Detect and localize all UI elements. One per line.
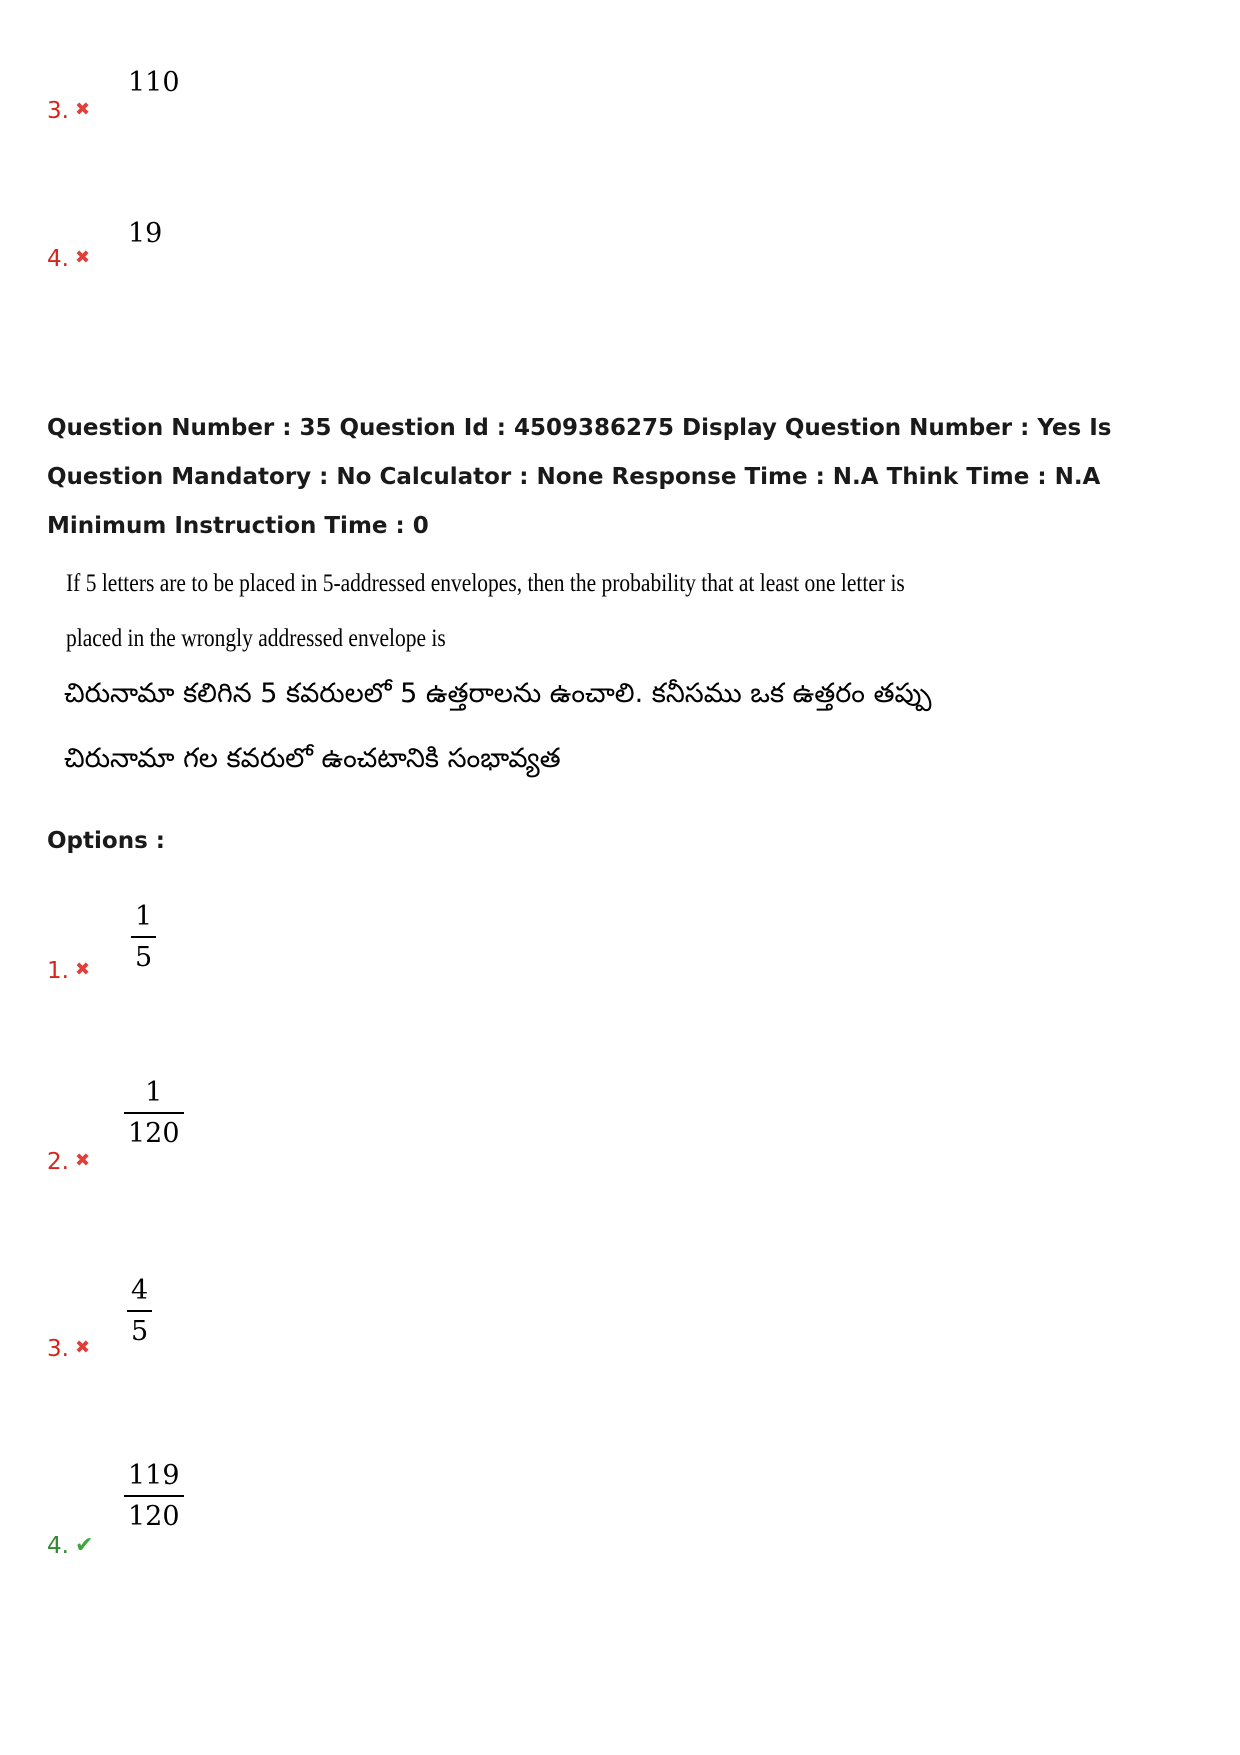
- cross-icon: ✖: [74, 959, 91, 980]
- cross-icon: ✖: [74, 247, 91, 268]
- cross-icon: ✖: [74, 1337, 91, 1358]
- fraction-denominator: 120: [128, 1118, 180, 1149]
- option-index: 4. ✖: [47, 246, 91, 272]
- question-text-te-line2: చిరునామా గల కవరులో ఉంచటానికి సంభావ్యత: [64, 743, 561, 774]
- fraction-numerator: 1: [135, 901, 153, 932]
- fraction-numerator: 1: [145, 1077, 163, 1108]
- option-index: 3. ✖: [47, 98, 91, 124]
- cross-icon: ✖: [74, 99, 91, 120]
- option-index: 3. ✖: [47, 1336, 91, 1362]
- fraction-numerator: 4: [131, 1275, 149, 1306]
- fraction-denominator: 5: [131, 1316, 149, 1347]
- option-index: 4. ✔: [47, 1533, 94, 1559]
- option-fraction: [124, 1462, 184, 1530]
- cross-icon: ✖: [74, 1150, 91, 1171]
- option-fraction: [124, 1079, 184, 1147]
- fraction-denominator: 120: [128, 1501, 180, 1532]
- fraction-denominator: 5: [135, 942, 153, 973]
- option-fraction: [127, 1277, 152, 1345]
- option-index: 1. ✖: [47, 958, 91, 984]
- options-label: Options :: [47, 828, 165, 854]
- check-icon: ✔: [74, 1533, 94, 1558]
- fraction-numerator: 119: [128, 1460, 180, 1491]
- question-text-en-line1: If 5 letters are to be placed in 5-addressed envelopes, then the probability that at least one letter is: [66, 570, 905, 597]
- question-text-en-line2: placed in the wrongly addressed envelope is: [66, 625, 446, 652]
- option-value: 110: [128, 67, 180, 98]
- option-index: 2. ✖: [47, 1149, 91, 1175]
- option-fraction: [131, 903, 156, 971]
- option-value: 19: [128, 218, 163, 249]
- question-text-te-line1: చిరునామా కలిగిన 5 కవరులలో 5 ఉత్తరాలను ఉంచాలి. కనీసము ఒక ఉత్తరం తప్పు: [64, 678, 932, 709]
- question-header: Question Number : 35 Question Id : 4509386275 Display Question Number : Yes Is Question Mandatory : No Calculator : None Response Time : N.A Think Time : N.A Minimum Instruction Time : 0: [47, 415, 1112, 539]
